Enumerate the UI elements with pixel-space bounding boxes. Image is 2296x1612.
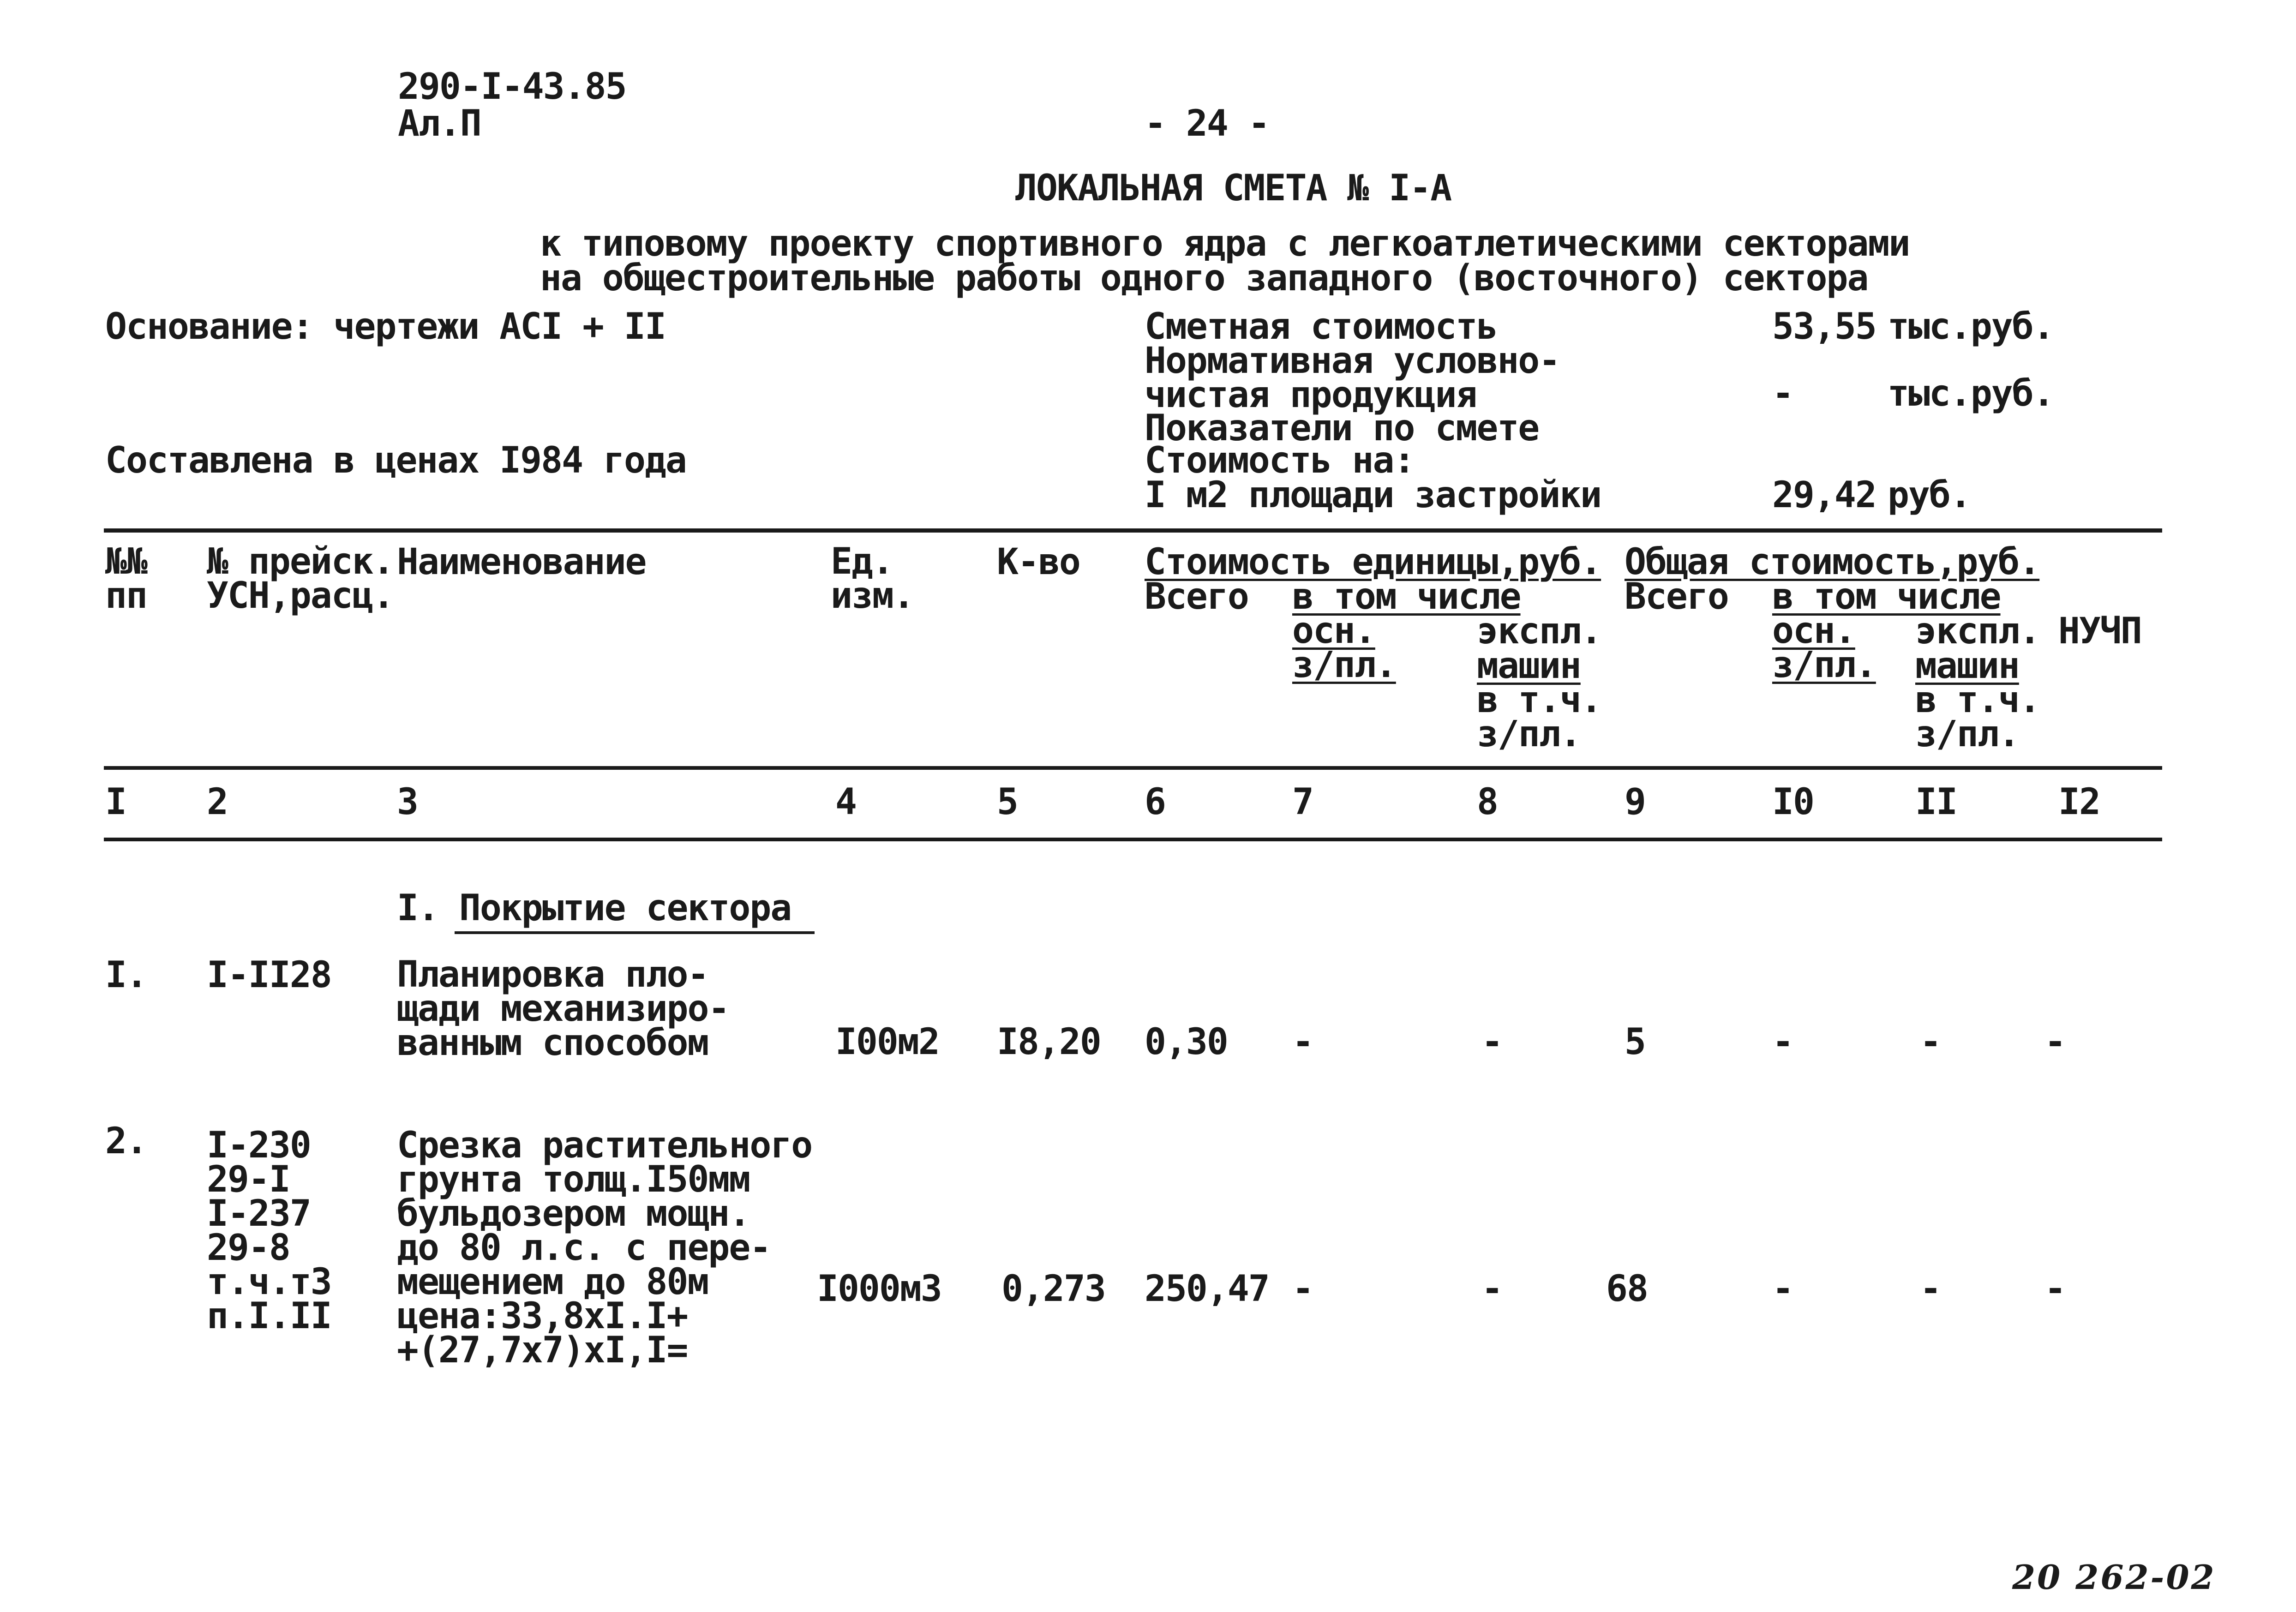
column-number: I2: [2058, 781, 2100, 823]
row-2-qty: 0,273: [1001, 1268, 1105, 1310]
column-number: 2: [207, 781, 228, 823]
header-total-machines-2: машин: [1915, 645, 2019, 687]
row-2-code: I-230 29-I I-237 29-8 т.ч.т3 п.I.II: [207, 1125, 331, 1337]
row-1-unit: I00м2: [835, 1021, 939, 1063]
subtitle-line-1: к типовому проекту спортивного ядра с легкоатлетическими секторами: [540, 223, 1910, 264]
header-col-code: № прейск. УСН,расц.: [207, 541, 394, 617]
row-1-unit-wage: -: [1292, 1021, 1313, 1063]
header-total-including: в том числе: [1772, 576, 2001, 617]
section-title-text: I. Покрытие сектора: [397, 887, 791, 929]
row-2-total-machines: -: [1920, 1268, 1941, 1310]
per-m2-value: 29,42: [1772, 474, 1876, 516]
row-2-total-wage: -: [1772, 1268, 1793, 1310]
row-2-nuchp: -: [2044, 1268, 2065, 1310]
header-unit-incl-wage: в т.ч. з/пл.: [1477, 679, 1601, 755]
section-title-underline: [455, 931, 815, 934]
column-number: 9: [1625, 781, 1645, 823]
normative-unit: тыс.руб.: [1888, 373, 2054, 414]
row-1-name: Планировка пло- щади механизиро- ванным способом: [397, 954, 729, 1064]
prices-year-text: Составлена в ценах I984 года: [105, 440, 686, 481]
row-2-unit-machines: -: [1481, 1268, 1502, 1310]
row-2-num: 2.: [105, 1121, 147, 1162]
column-number: I: [105, 781, 126, 823]
header-unit-cost: Стоимость единицы,руб.: [1145, 541, 1601, 583]
subtitle-line-2: на общестроительные работы одного западного (восточного) сектора: [540, 258, 1868, 299]
estimate-cost-value: 53,55: [1772, 306, 1876, 348]
per-m2-label: I м2 площади застройки: [1145, 474, 1601, 516]
column-number: 5: [997, 781, 1018, 823]
header-total-incl-wage: в т.ч. з/пл.: [1915, 679, 2040, 755]
header-unit-machines-2: машин: [1477, 645, 1581, 687]
indicators-label: Показатели по смете: [1145, 407, 1539, 449]
header-unit-base-wage: осн. з/пл.: [1292, 610, 1396, 686]
header-total-total: Всего: [1625, 576, 1728, 617]
basis-text: Основание: чертежи АСI + II: [105, 306, 665, 348]
normative-label: Нормативная условно- чистая продукция: [1145, 340, 1560, 416]
header-col-num: №№ пп: [105, 541, 147, 617]
doc-code: 290-I-43.85: [398, 66, 626, 108]
row-2-name: Срезка растительного грунта толщ.I50мм бульдозером мощн. до 80 л.с. с пере- мещением до 80м цена:33,8хI.I+ +(27,7х7)хI,I=: [397, 1125, 812, 1371]
normative-value: -: [1772, 373, 1793, 414]
header-total-base-wage: осн. з/пл.: [1772, 610, 1876, 686]
column-number: 6: [1145, 781, 1165, 823]
row-1-num: I.: [105, 954, 147, 996]
row-1-unit-machines: -: [1481, 1021, 1502, 1063]
row-2-unit: I000м3: [817, 1268, 941, 1310]
table-top-rule: [104, 528, 2162, 533]
row-1-nuchp: -: [2044, 1021, 2065, 1063]
row-1-total: 5: [1625, 1021, 1645, 1063]
numbers-bottom-rule: [104, 838, 2162, 841]
column-number: 3: [397, 781, 418, 823]
column-number: 7: [1292, 781, 1313, 823]
row-2-unit-total: 250,47: [1145, 1268, 1269, 1310]
section-title: [397, 887, 791, 929]
row-1-total-machines: -: [1920, 1021, 1941, 1063]
row-1-code: I-II28: [207, 954, 331, 996]
row-2-total: 68: [1606, 1268, 1648, 1310]
header-col-qty: К-во: [997, 541, 1080, 583]
header-total-machines: экспл.: [1915, 611, 2040, 652]
row-1-qty: I8,20: [997, 1021, 1101, 1063]
column-number: 8: [1477, 781, 1498, 823]
cost-per-label: Стоимость на:: [1145, 440, 1415, 481]
header-col-name: Наименование: [397, 541, 646, 583]
header-total-cost: Общая стоимость,руб.: [1625, 541, 2040, 583]
column-number: I0: [1772, 781, 1814, 823]
page-number: - 24 -: [1145, 103, 1269, 144]
header-col-unit: Ед. изм.: [831, 541, 914, 617]
column-number: II: [1915, 781, 1957, 823]
row-1-unit-total: 0,30: [1145, 1021, 1228, 1063]
sheet-label: Ал.П: [398, 103, 481, 144]
row-2-unit-wage: -: [1292, 1268, 1313, 1310]
footer-stamp: 20 262-02: [2012, 1558, 2216, 1597]
header-bottom-rule: [104, 766, 2162, 770]
row-1-total-wage: -: [1772, 1021, 1793, 1063]
header-unit-including: в том числе: [1292, 576, 1521, 617]
per-m2-unit: руб.: [1888, 474, 1971, 516]
document-title: ЛОКАЛЬНАЯ СМЕТА № I-А: [1015, 168, 1451, 209]
header-nuchp: НУЧП: [2058, 611, 2141, 652]
header-unit-total: Всего: [1145, 576, 1248, 617]
estimate-cost-label: Сметная стоимость: [1145, 306, 1498, 348]
column-number: 4: [835, 781, 856, 823]
header-unit-machines: экспл.: [1477, 611, 1601, 652]
estimate-cost-unit: тыс.руб.: [1888, 306, 2054, 348]
